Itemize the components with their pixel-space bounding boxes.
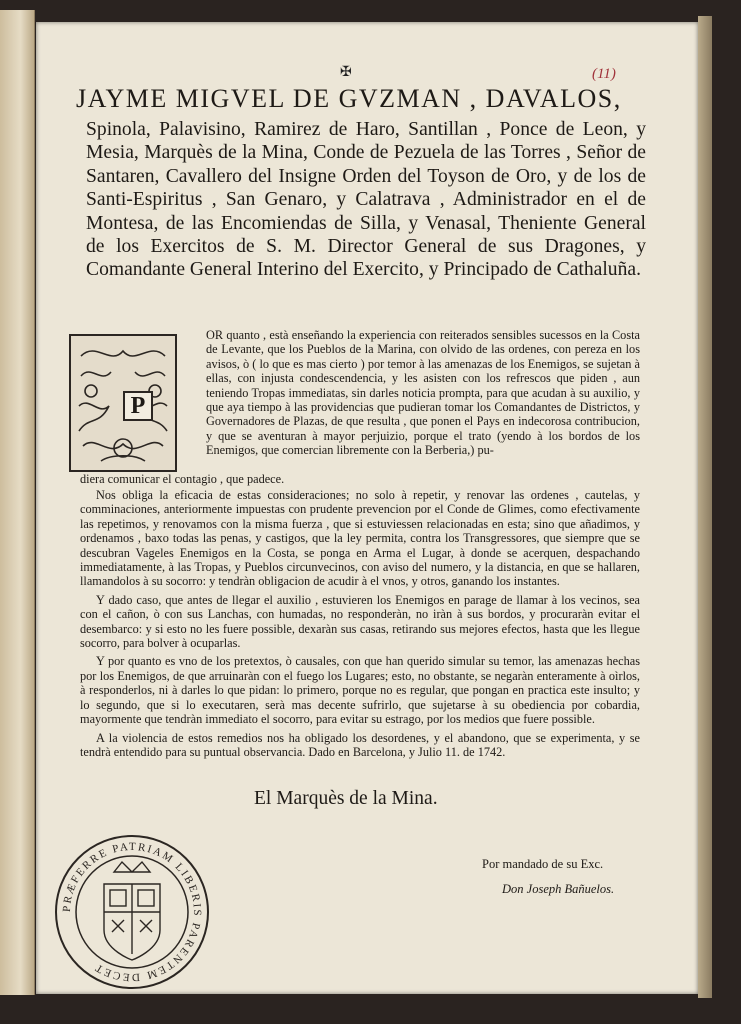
paragraph-2: Nos obliga la eficacia de estas consideraciones; no solo à repetir, y renovar las ordenes , cautelas, y comminaciones, anteriormente impuestas con prudente prevencion por el Conde de Glimes, como efectivamente las repetimos, y renovamos con la misma fuerza , que si estuviessen relacionadas en esta; sino que añadimos, y ordenamos , baxo todas las penas, y castigos, que la ley permita, contra los Transgressores, que siempre que se descubran Vageles Enemigos en la Costa, se ponga en Arma el Lugar, à donde se acerquen, despachando immediatamente, à las Tropas, y Pueblos circunvecinos, con aviso del numero, y la distancia, en que se hallaren, llamandolos à su socorro: y tendràn obligacion de acudir à el vnos, y otros, ganando los instantes. [80, 488, 640, 589]
document-page [36, 22, 698, 994]
paragraph-5: A la violencia de estos remedios nos ha obligado los desordenes, y el abandono, que se experimenta, y se tendrà entendido para su puntual observancia. Dado en Barcelona, y Julio 11. de 1742. [80, 730, 640, 759]
facing-page-edge [0, 10, 35, 995]
title-name-line: JAYME MIGVEL DE GVZMAN , DAVALOS, [76, 84, 622, 113]
seal-legend: PRÆFERRE PATRIAM LIBERIS PARENTEM DECET [60, 840, 204, 984]
order-line: Por mandado de su Exc. [482, 857, 604, 871]
cross-mark: ✠ [340, 65, 352, 80]
signature-line: El Marquès de la Mina. [254, 788, 438, 809]
paragraph-1-tail: diera comunicar el contagio , que padece. [80, 472, 285, 486]
wax-seal-icon [52, 832, 212, 992]
paragraph-1: OR quanto , està enseñando la experiencia con reiterados sensibles sucessos en la Costa de Levante, que los Pueblos de la Marina, con olvido de las ordenes, con pereza en los avisos, ò ( lo que es mas cierto ) por temor à las amenazas de los Enemigos, se sujetan à ellas, con injusta condescendencia, y les asisten con los refrescos que piden , aun teniendo Tropas immediatas, sin darles noticia prompta, para que acudan à su auxilio, y que aya tiempo à las providencias que pudieran tomar los Comandantes de Districtos, y Governadores de Plazas, de que resulta , que ponen el Pays en indecorosa contribucion, y que se aventuran à mayor perjuizio, porque el trato (yendo à los bordos de los Enemigos, que comercian libremente con la Berberia,) pu- [206, 328, 640, 458]
body-text [80, 488, 640, 763]
paragraph-3: Y dado caso, que antes de llegar el auxilio , estuvieren los Enemigos en parage de llamar à los vecinos, sea con el cañon, ò con sus Lanchas, con humadas, no responderàn, no iràn à sus bordos, y procuraràn evitar el desembarco: y si esto no les fuere possible, dexaràn sus casas, retirando sus mejores efectos, hasta que les llegue socorro, para bolver à ocuparlas. [80, 592, 640, 651]
page-stack-edge [698, 16, 712, 998]
paragraph-4: Y por quanto es vno de los pretextos, ò causales, con que han querido simular su temor, las amenazas hechas por los Enemigos, de que arruinaràn con el fuego los Lugares; esto, no obstante, se negaràn enteramente à oìrlos, à responderlos, ni à darles lo que pidan: lo primero, porque no es regular, que pongan en practica este insulto; y lo segundo, que si lo executaren, serà mas decente sufrirlo, que sujetarse à su obediencia por cobardia, mayormente que tendràn immediato el socorro, para evitar su estrago, por los medios que fuere possible. [80, 654, 640, 727]
secretary-signature: Don Joseph Bañuelos. [502, 882, 615, 896]
title-honorifics: Spinola, Palavisino, Ramirez de Haro, Santillan , Ponce de Leon, y Mesia, Marquès de la Mina, Conde de Pezuela de las Torres , Señor de Santaren, Cavallero del Insigne Orden del Toyson de Oro, y de los de Santi-Espiritus , San Genaro, y Calatrava , Administrador en el de Montesa, de las Encomiendas de Silla, y Venasal, Theniente General de los Exercitos de S. M. Director General de sus Dragones, y Comandante General Interino del Exercito, y Principado de Cathaluña. [86, 119, 646, 281]
decorated-initial [69, 334, 177, 472]
shelfmark-annotation: (11) [592, 66, 616, 82]
initial-letter: P [123, 391, 153, 421]
